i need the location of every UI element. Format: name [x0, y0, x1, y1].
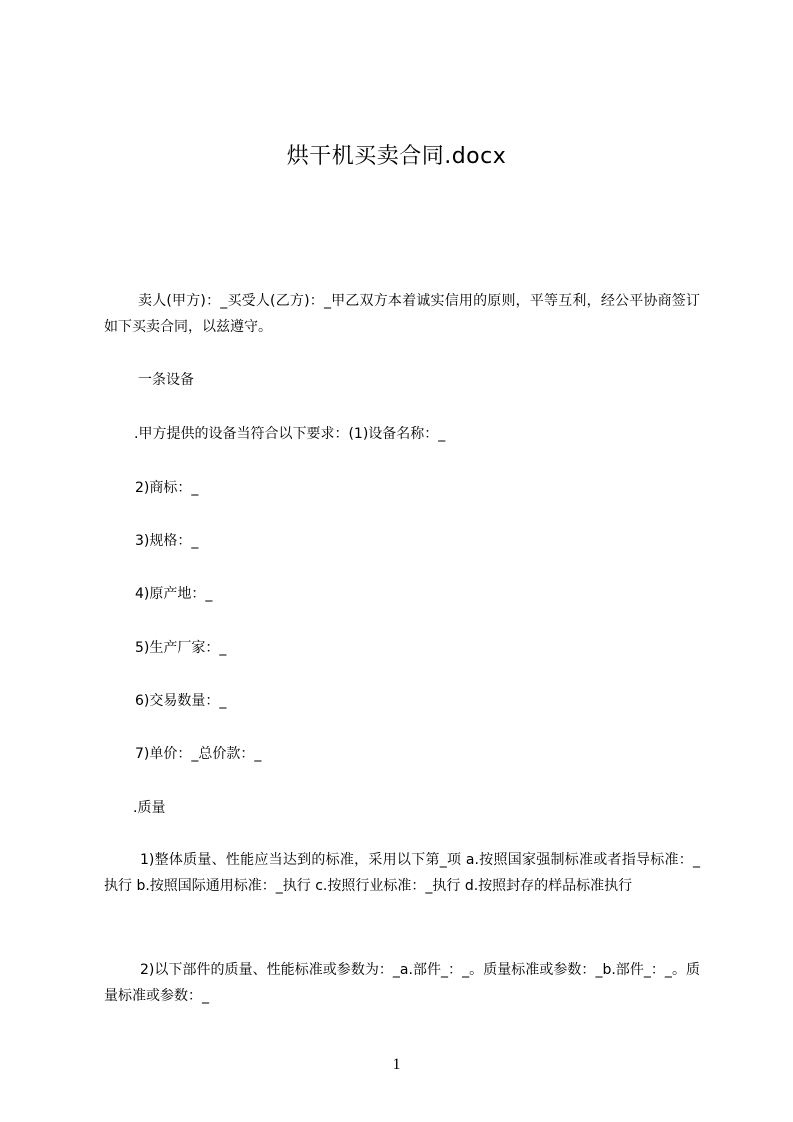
item-specification: 3)规格：_ — [135, 533, 199, 549]
item-origin: 4)原产地：_ — [135, 586, 213, 602]
heading-equipment: 一条设备 — [138, 372, 194, 388]
paragraph-parts-standard: 2)以下部件的质量、性能标准或参数为：_a.部件_：_。质量标准或参数：_b.部件_：_。质量标准或参数：_ — [104, 962, 700, 1004]
item-quantity: 6)交易数量：_ — [135, 693, 227, 709]
item-price: 7)单价：_总价款：_ — [135, 746, 262, 762]
paragraph-equipment-requirements: .甲方提供的设备当符合以下要求：(1)设备名称：_ — [134, 426, 446, 442]
document-title: 烘干机买卖合同.docx — [286, 144, 507, 169]
paragraph-parties: 卖人(甲方)：_买受人(乙方)：_甲乙双方本着诚实信用的原则，平等互利，经公平协商签订如下买卖合同，以兹遵守。 — [104, 293, 700, 335]
item-trademark: 2)商标：_ — [135, 480, 199, 496]
paragraph-quality-standard: 1)整体质量、性能应当达到的标准，采用以下第_项 a.按照国家强制标准或者指导标准：_执行 b.按照国际通用标准：_执行 c.按照行业标准：_执行 d.按照封存的样品标准执行 — [104, 852, 700, 894]
page-number: 1 — [392, 1056, 401, 1073]
item-manufacturer: 5)生产厂家：_ — [135, 640, 227, 656]
heading-quality: .质量 — [133, 800, 166, 816]
